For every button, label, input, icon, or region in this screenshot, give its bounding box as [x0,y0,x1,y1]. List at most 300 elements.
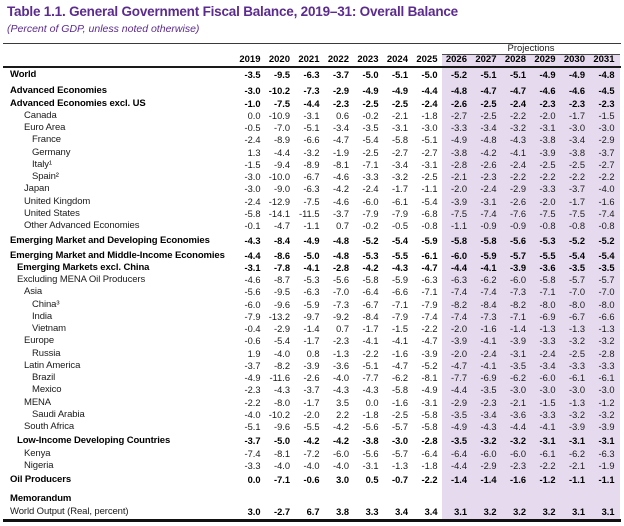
value-cell: -5.5 [303,422,320,432]
value-cell: -10.0 [268,172,290,182]
value-cell: -8.1 [332,159,349,170]
row-label: Mexico [32,384,62,396]
value-cell: -1.4 [509,324,526,334]
value-cell: -7.9 [244,311,261,322]
value-cell: -0.8 [568,221,585,231]
value-cell: -5.7 [391,422,408,432]
value-cell: -2.9 [509,184,526,195]
value-cell: -7.5 [273,98,290,109]
value-cell: -4.4 [421,86,438,97]
value-cell: -2.4 [480,184,497,195]
value-cell: -4.3 [273,385,290,396]
row-label: Canada [24,109,57,121]
value-cell: -4.3 [480,422,497,432]
value-cell: -3.0 [509,385,526,396]
value-cell: -3.1 [598,436,615,447]
table-row [8,360,620,372]
value-cell [236,493,266,505]
value-cell: -5.8 [244,208,261,219]
value-cell: -2.2 [421,324,438,334]
table-body [8,69,620,518]
value-cell: -6.0 [509,275,526,285]
value-cell: -1.6 [391,397,408,408]
value-cell: -3.3 [598,360,615,371]
value-cell: -2.0 [450,324,467,334]
value-cell: -5.8 [450,236,467,247]
row-label: Saudi Arabia [32,408,85,420]
row-label: Japan [24,183,50,195]
value-cell: -4.1 [391,336,408,347]
value-cell: -4.1 [539,422,556,432]
table-row [8,460,620,472]
table-row [8,335,620,347]
value-cell: -3.5 [598,262,615,273]
table-row [8,299,620,311]
value-cell: -2.5 [362,98,379,109]
value-cell: -6.0 [450,250,467,261]
value-cell: -2.9 [480,460,497,471]
value-cell: -7.1 [539,287,556,298]
table-row [8,208,620,220]
value-cell: -0.9 [480,221,497,231]
value-cell: -1.4 [480,475,497,485]
value-cell: -2.2 [539,172,556,182]
value-cell: -8.4 [273,236,290,247]
value-cell: -1.6 [598,196,615,207]
value-cell: -4.2 [480,147,497,158]
value-cell: -1.7 [362,324,379,334]
value-cell: -4.4 [509,422,526,432]
value-cell: -0.8 [598,221,615,231]
value-cell: -8.0 [568,299,585,310]
value-cell: -6.3 [303,287,320,298]
value-cell [295,493,325,505]
row-label: Other Advanced Economies [24,220,140,231]
value-cell: -3.2 [568,336,585,347]
value-cell: -3.5 [244,70,261,80]
value-cell: -7.0 [568,287,585,298]
value-cell: -5.9 [391,275,408,285]
value-cell: -2.1 [391,110,408,121]
table-row [8,171,620,183]
value-cell: -2.6 [480,159,497,170]
value-cell: -5.1 [509,70,526,80]
value-cell: -0.5 [244,123,261,133]
value-cell: -5.9 [480,250,497,261]
value-cell: -2.2 [244,397,261,408]
value-cell: -7.5 [568,208,585,219]
value-cell: -4.6 [568,86,585,97]
table-row [8,421,620,433]
value-cell: -5.7 [598,275,615,285]
value-cell: -7.7 [450,373,467,383]
year-cell: 2027 [475,54,497,65]
value-cell: -3.7 [303,385,320,396]
value-cell: -2.7 [598,159,615,170]
value-cell: -2.1 [509,397,526,408]
value-cell: -3.4 [480,123,497,133]
value-cell: -3.8 [539,135,556,146]
value-cell [502,493,532,505]
value-cell: -4.7 [273,221,290,231]
row-label: Germany [32,146,71,158]
table-row [8,474,620,486]
value-cell: -6.7 [303,172,320,182]
table-row [8,493,620,505]
value-cell: -5.8 [362,275,379,285]
value-cell: -5.7 [568,275,585,285]
row-label: Spain² [32,171,59,182]
value-cell: -6.9 [539,311,556,322]
value-cell: -1.5 [244,159,261,170]
value-cell [354,493,384,505]
value-cell: -6.4 [450,448,467,459]
value-cell: -8.0 [539,299,556,310]
value-cell: -5.8 [480,236,497,247]
row-label: India [32,310,53,322]
value-cell: -7.9 [391,311,408,322]
table-row [8,122,620,134]
value-cell: -3.0 [244,172,261,182]
row-label: United States [24,207,80,219]
year-cell: 2025 [416,54,438,65]
value-cell: -5.5 [391,250,408,261]
value-cell: -3.1 [421,159,438,170]
value-cell: -4.7 [391,360,408,371]
value-cell: -4.0 [244,409,261,420]
value-cell: -3.1 [539,123,556,133]
value-cell: -5.1 [421,135,438,146]
value-cell: -3.0 [598,123,615,133]
value-cell: -3.7 [244,360,261,371]
value-cell: -7.2 [303,448,320,459]
value-cell: -14.1 [268,208,290,219]
value-cell: -6.3 [303,70,320,80]
value-cell: -4.9 [568,70,585,80]
value-cell: -2.2 [421,475,438,485]
value-cell: -4.7 [450,360,467,371]
year-cell: 2028 [504,54,526,65]
value-cell: -0.1 [244,221,261,231]
value-cell: -2.6 [303,373,320,383]
value-cell: -5.6 [509,236,526,247]
value-cell: -4.5 [598,86,615,97]
value-cell: -4.4 [273,147,290,158]
value-cell: -2.3 [568,98,585,109]
value-cell: -3.5 [450,436,467,447]
value-cell: -1.9 [598,460,615,471]
value-cell: -8.1 [273,448,290,459]
value-cell: -4.3 [509,135,526,146]
value-cell: -3.2 [598,336,615,347]
value-cell: -1.6 [391,348,408,359]
value-cell: -6.3 [421,275,438,285]
value-cell: -6.9 [480,373,497,383]
year-cell: 2031 [593,54,615,65]
row-label: Excluding MENA Oil Producers [17,274,146,285]
value-cell: -1.8 [421,460,438,471]
value-cell: -5.2 [421,360,438,371]
value-cell: -2.4 [509,98,526,109]
value-cell: -6.0 [362,196,379,207]
value-cell: -9.7 [303,311,320,322]
value-cell: -2.3 [244,385,261,396]
value-cell: -4.1 [303,262,320,273]
value-cell: -1.3 [391,460,408,471]
value-cell: -2.5 [391,409,408,420]
value-cell: 3.4 [424,506,438,517]
value-cell: -0.8 [421,221,438,231]
value-cell: -3.0 [539,385,556,396]
value-cell: -5.4 [568,250,585,261]
value-cell: -5.9 [303,299,320,310]
value-cell: -5.2 [362,236,379,247]
value-cell: -3.0 [568,385,585,396]
value-cell: -2.2 [509,172,526,182]
value-cell: -0.4 [244,324,261,334]
value-cell: -5.0 [421,70,438,80]
value-cell: -9.0 [273,184,290,195]
value-cell: -1.5 [391,324,408,334]
value-cell: -3.7 [244,436,261,447]
row-label: South Africa [24,421,75,432]
value-cell: -4.9 [303,236,320,247]
value-cell: -9.5 [273,70,290,80]
value-cell: -4.9 [421,385,438,396]
value-cell: -4.4 [244,250,261,261]
value-cell: -5.9 [421,236,438,247]
value-cell: -2.5 [362,147,379,158]
value-cell: -2.4 [244,196,261,207]
value-cell: -3.5 [450,409,467,420]
row-label: Russia [32,347,61,359]
value-cell: -5.4 [598,250,615,261]
value-cell: -3.2 [509,436,526,447]
value-cell: -5.2 [598,236,615,247]
row-label: Memorandum [10,493,72,505]
value-cell: -1.1 [450,221,467,231]
value-cell: -3.2 [509,123,526,133]
value-cell: -2.4 [539,348,556,359]
value-cell: -6.6 [391,287,408,298]
table-row [8,196,620,208]
value-cell: -1.7 [303,397,320,408]
value-cell: -1.1 [421,184,438,195]
year-header-row [8,54,620,66]
table-row [8,85,620,97]
value-cell: -2.8 [450,159,467,170]
value-cell: -4.7 [421,262,438,273]
value-cell: -4.8 [332,236,349,247]
value-cell: -7.4 [480,208,497,219]
value-cell: -3.9 [509,336,526,347]
row-label: Emerging Market and Middle-Income Economies [10,249,225,261]
value-cell: -8.7 [273,275,290,285]
value-cell: -3.4 [391,159,408,170]
value-cell: -2.3 [539,98,556,109]
value-cell: -3.3 [568,360,585,371]
value-cell: -3.1 [421,397,438,408]
value-cell: -3.9 [598,422,615,432]
value-cell: -4.8 [450,86,467,97]
value-cell [325,493,355,505]
value-cell: -6.1 [391,196,408,207]
row-label: United Kingdom [24,195,91,207]
value-cell [531,493,561,505]
value-cell: -4.3 [332,385,349,396]
value-cell: -8.9 [303,159,320,170]
value-cell: -3.1 [480,196,497,207]
value-cell: 1.9 [247,348,261,359]
value-cell: -1.3 [539,324,556,334]
value-cell: -4.6 [332,172,349,182]
row-label: Latin America [24,359,81,371]
value-cell: -3.1 [539,436,556,447]
value-cell: -10.2 [268,86,290,97]
value-cell: -1.8 [421,110,438,121]
value-cell: -6.4 [362,287,379,298]
value-cell: -7.8 [273,262,290,273]
value-cell: 1.3 [247,147,261,158]
value-cell: -4.3 [362,385,379,396]
value-cell: 3.8 [336,506,349,517]
value-cell: -4.9 [450,422,467,432]
value-cell: -2.5 [539,159,556,170]
row-label: Low-Income Developing Countries [17,435,171,447]
value-cell: -0.6 [244,336,261,347]
value-cell: -1.3 [568,397,585,408]
value-cell: 3.2 [483,506,497,517]
value-cell: -4.0 [273,460,290,471]
value-cell: -2.3 [332,336,349,347]
value-cell: -5.6 [332,275,349,285]
value-cell: 0.7 [336,324,349,334]
year-header-spacer [8,54,236,66]
value-cell: -2.4 [362,184,379,195]
value-cell: -3.2 [391,172,408,182]
value-cell: -2.2 [362,348,379,359]
value-cell: -4.0 [273,348,290,359]
value-cell: -8.4 [362,311,379,322]
value-cell: -3.3 [450,123,467,133]
value-cell: -3.5 [568,262,585,273]
value-cell: -4.3 [391,262,408,273]
value-cell: -3.0 [598,385,615,396]
value-cell: -7.3 [332,299,349,310]
value-cell: -0.6 [303,475,320,485]
value-cell: -3.0 [244,86,261,97]
value-cell: -2.2 [568,172,585,182]
value-cell: -3.4 [568,135,585,146]
year-cell: 2024 [386,54,408,65]
value-cell: -3.4 [539,360,556,371]
value-cell: -7.1 [362,159,379,170]
value-cell: -4.1 [480,262,497,273]
value-cell: -3.3 [539,336,556,347]
row-label: Advanced Economies excl. US [10,97,146,109]
value-cell: -7.0 [598,287,615,298]
row-label: Euro Area [24,122,66,133]
table-row [8,262,620,274]
value-cell: -4.8 [332,250,349,261]
value-cell: -4.7 [421,336,438,347]
value-cell: -4.1 [509,147,526,158]
value-cell: -0.2 [362,110,379,121]
value-cell: -3.8 [450,147,467,158]
value-cell: -7.5 [539,208,556,219]
value-cell: -2.5 [480,98,497,109]
value-cell: -3.7 [568,184,585,195]
value-cell: -5.6 [362,422,379,432]
row-label: Europe [24,335,55,347]
value-cell: -7.9 [421,299,438,310]
year-cell: 2019 [239,54,261,65]
value-cell [590,493,620,505]
value-cell: -5.4 [273,336,290,347]
value-cell: -3.5 [509,360,526,371]
value-cell: -0.2 [362,221,379,231]
value-cell: -1.1 [568,475,585,485]
value-cell: -4.0 [332,460,349,471]
value-cell: -4.0 [598,184,615,195]
value-cell: -12.9 [268,196,290,207]
value-cell: -2.4 [509,159,526,170]
value-cell: -1.0 [244,98,261,109]
value-cell: 3.2 [542,506,556,517]
year-cell: 2023 [357,54,379,65]
row-label: Advanced Economies [10,85,107,97]
value-cell: -5.6 [362,448,379,459]
value-cell: -7.5 [303,196,320,207]
value-cell: -2.2 [509,110,526,121]
value-cell: -9.6 [273,422,290,432]
year-cell: 2030 [563,54,585,65]
value-cell: -2.5 [568,348,585,359]
year-cell: 2020 [268,54,290,65]
value-cell: -3.8 [568,147,585,158]
value-cell: -1.2 [598,397,615,408]
value-cell: -5.8 [539,275,556,285]
value-cell: -9.4 [273,159,290,170]
value-cell: -4.1 [480,360,497,371]
value-cell: -5.8 [391,135,408,146]
value-cell: -5.5 [539,250,556,261]
value-cell: -2.3 [509,460,526,471]
year-cell: 2029 [534,54,556,65]
value-cell: -1.3 [598,324,615,334]
value-cell: -3.7 [332,70,349,80]
value-cell: -0.5 [391,221,408,231]
value-cell: -5.4 [421,196,438,207]
value-cell: -3.1 [509,348,526,359]
value-cell [472,493,502,505]
value-cell: -2.5 [421,172,438,182]
value-cell: -2.4 [480,348,497,359]
value-cell: -3.0 [568,123,585,133]
value-cell: -4.2 [332,184,349,195]
value-cell: -5.7 [391,448,408,459]
value-cell: 3.3 [365,506,379,517]
value-cell: -1.7 [568,110,585,121]
value-cell: -3.9 [421,348,438,359]
value-cell: -9.2 [332,311,349,322]
value-cell [413,493,443,505]
value-cell: -4.2 [362,262,379,273]
value-cell: -2.3 [480,172,497,182]
value-cell: -1.6 [509,475,526,485]
value-cell: -4.1 [480,336,497,347]
value-cell: -7.1 [509,311,526,322]
